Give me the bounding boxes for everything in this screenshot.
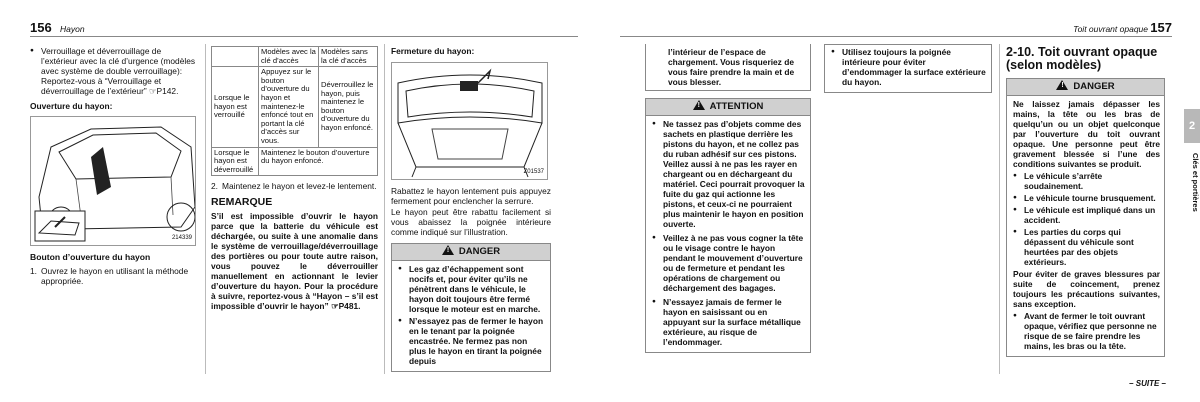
right-col1	[645, 44, 811, 353]
header-rule-left	[30, 36, 578, 37]
figure-hatch-inside	[391, 62, 548, 180]
danger-item: ● N’essayez pas de fermer le hayon en le tenant par la poignée encastrée. Ne fermez pas non plus le hayon en tirant la poignée depuis	[398, 316, 546, 366]
danger-intro: Ne laissez jamais dépasser les mains, la tête ou les bras de quelqu’un ou un objet quelconque par l’ouverture du toit ouvrant opaque. Une personne peut être gravement blessée si l’une des conditions suivantes se produit.	[1013, 99, 1160, 169]
remarque-title: REMARQUE	[211, 196, 273, 209]
left-col2	[211, 46, 378, 311]
col-divider	[205, 44, 206, 374]
attention-body	[646, 116, 810, 352]
figure-code-left: 214339	[171, 235, 192, 241]
danger-header	[392, 244, 550, 261]
danger-para-2: Pour éviter de graves blessures par suite de coincement, prenez toujours les précautions suivantes, sans exception.	[1013, 269, 1160, 309]
danger-item: ● Les gaz d’échappement sont nocifs et, pour éviter qu’ils ne pénètrent dans le véhicule, le hayon doit toujours être fermé lorsque le moteur est en marche.	[398, 264, 546, 314]
condition-item: ● Avant de fermer le toit ouvrant opaque, vérifiez que personne ne risque de se faire prendre les mains, les bras ou la tête.	[1013, 311, 1160, 351]
danger-title: DANGER	[1073, 81, 1115, 92]
table-cell: Maintenez le bouton d’ouverture du hayon enfoncé.	[259, 147, 378, 176]
col-divider	[384, 44, 385, 374]
suite-marker: – SUITE –	[1129, 379, 1166, 388]
chapter-side-label: Clés et portières	[1191, 152, 1200, 212]
figure-code-right: Z01537	[523, 169, 544, 175]
closing-para-2: Le hayon peut être rabattu facilement si vous abaissez la poignée intérieure comme indiqué sur l’illustration.	[391, 207, 551, 237]
heading-ouverture: Ouverture du hayon:	[30, 101, 113, 111]
attention-item: ● Ne tassez pas d’objets comme des sachets en plastique derrière les pistons du hayon, et ne collez pas du ruban adhésif sur ces pistons. Veillez aussi à ne pas les rayer en chargeant ou en déchargeant du matériel. Ceci pourrait provoquer la fuite du gaz qui actionne les pistons, et ceux-ci ne pourraient plus maintenir le hayon en position ouverte.	[652, 119, 806, 229]
step-2-text: Maintenez le hayon et levez-le lentement.	[222, 181, 377, 192]
danger-body	[392, 261, 550, 371]
danger-box-right	[1006, 78, 1165, 357]
figure-caption: Bouton d’ouverture du hayon	[30, 252, 151, 262]
section-title-right: Toit ouvrant opaque	[1073, 24, 1148, 34]
table-cell: Déverrouillez le hayon, puis maintenez le bouton d’ouverture du hayon enfoncé.	[319, 67, 378, 147]
bullet-emergency-key: ● Verrouillage et déverrouillage de l’extérieur avec la clé d’urgence (modèles avec système de double verrouillage): Reportez-vous à “Verrouillage et déverrouillage de l’extérieur” ☞P142.	[30, 46, 198, 96]
page-number-left: 156	[30, 20, 52, 35]
attention-title: ATTENTION	[709, 101, 764, 112]
step-1-text: Ouvrez le hayon en utilisant la méthode appropriée.	[41, 266, 189, 286]
left-col3	[391, 46, 551, 372]
warning-icon	[1056, 80, 1068, 90]
figure-rear-car	[30, 116, 196, 246]
attention-item: ● N’essayez jamais de fermer le hayon en saisissant ou en appuyant sur la surface métallique extérieure, au risque de l’endommager.	[652, 297, 806, 347]
col-divider	[999, 44, 1000, 374]
condition-item: ● Les parties du corps qui dépassent du véhicule sont heurtées par des objets extérieurs.	[1013, 227, 1160, 267]
danger-header	[1007, 79, 1164, 96]
step-1: 1. Ouvrez le hayon en utilisant la méthode appropriée.	[30, 266, 189, 286]
danger-box-left	[391, 243, 551, 372]
warning-icon	[693, 100, 705, 110]
unlock-table	[211, 46, 378, 176]
attention-box	[645, 98, 811, 353]
closing-para-1: Rabattez le hayon lentement puis appuyez fermement pour enclencher la serrure.	[391, 186, 551, 206]
attention-header	[646, 99, 810, 116]
danger-title: DANGER	[458, 246, 501, 257]
warning-icon	[442, 245, 454, 255]
condition-item: ● Le véhicule tourne brusquement.	[1013, 193, 1160, 203]
right-col2	[824, 44, 992, 93]
car-rear-illustration	[31, 117, 196, 246]
table-header: Modèles avec la clé d’accès	[259, 47, 319, 67]
condition-item: ● Le véhicule est impliqué dans un accident.	[1013, 205, 1160, 225]
table-cell: Lorsque le hayon est verrouillé	[212, 67, 259, 147]
header-rule-right	[620, 36, 1172, 37]
left-col1	[30, 46, 198, 286]
section-heading: 2-10. Toit ouvrant opaque (selon modèles)	[1006, 45, 1158, 72]
page-number-right: 157	[1150, 20, 1172, 35]
hatch-interior-illustration	[392, 63, 548, 180]
table-header: Modèles sans la clé d’accès	[319, 47, 378, 67]
step-2: 2. Maintenez le hayon et levez-le lentement.	[211, 181, 377, 192]
condition-item: ● Le véhicule s’arrête soudainement.	[1013, 171, 1160, 191]
section-title-left: Hayon	[60, 24, 85, 34]
table-header-empty	[212, 47, 259, 67]
heading-fermeture: Fermeture du hayon:	[391, 46, 475, 56]
danger-body	[1007, 96, 1164, 356]
chapter-tab: 2	[1184, 109, 1200, 143]
danger-continuation	[645, 44, 811, 91]
remarque-text: S’il est impossible d’ouvrir le hayon parce que la batterie du véhicule est déchargée, ou suite à une anomalie dans le système de verrouillage/déverrouillage des portières ou pour toute autre raison, vous pouvez le déverrouiller manuellement en actionnant le levier d’ouverture du hayon. Pour la procédure à suivre, reportez-vous à “Hayon – s’il est impossible d’ouvrir le hayon” ☞P481.	[211, 211, 378, 312]
attention-item: ● Veillez à ne pas vous cogner la tête ou le visage contre le hayon pendant le mouvement d’ouverture ou de fermeture et pendant les opérations de chargement ou déchargement des bagages.	[652, 233, 806, 293]
right-col3	[1006, 46, 1165, 357]
table-cell: Lorsque le hayon est déverrouillé	[212, 147, 259, 176]
table-cell: Appuyez sur le bouton d’ouverture du hayon et maintenez-le enfoncé tout en portant la clé d’accès sur vous.	[259, 67, 319, 147]
danger-continuation-text: l’intérieur de l’espace de chargement. Vous risqueriez de vous faire prendre la main et de vous blesser.	[668, 47, 795, 87]
attention-continuation	[824, 44, 992, 93]
attention-item: ● Utilisez toujours la poignée intérieure pour éviter d’endommager la surface extérieure du hayon.	[831, 47, 987, 87]
